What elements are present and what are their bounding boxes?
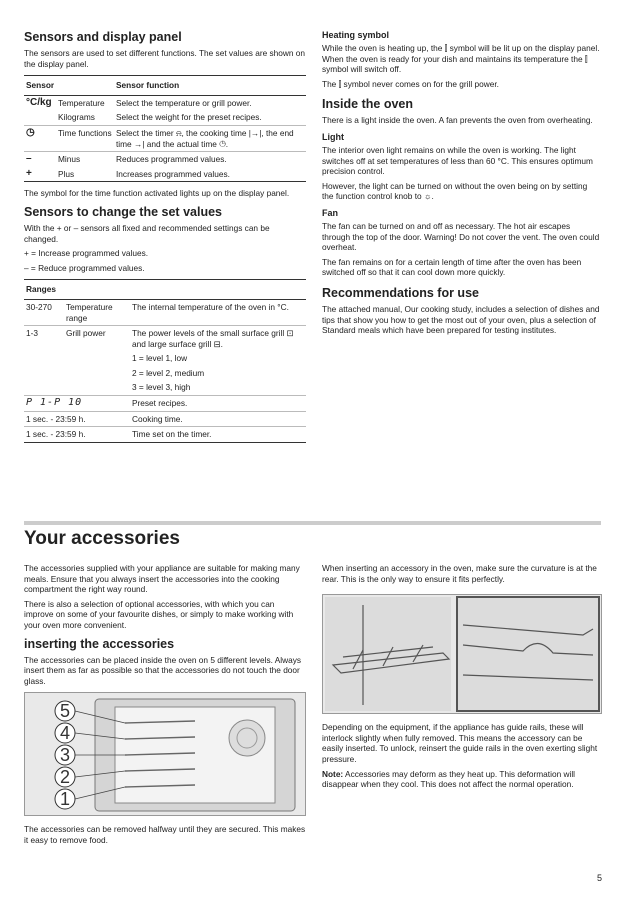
sensor-desc: Reduces programmed values.: [114, 152, 306, 167]
sensor-symbol: °C/kg: [26, 96, 52, 108]
sensor-name: Plus: [56, 167, 114, 182]
heating-p1: While the oven is heating up, the ⫿ symbol will be lit up on the display panel. When the oven is ready for your dish and maintains its temperature the ⫿ symbol will switch off.: [322, 43, 600, 75]
light-p1: The interior oven light remains on while the oven is working. The light switches off at set temperatures of less than 60 °C. This ensures optimum precision control.: [322, 144, 593, 177]
level-5-label: 5: [59, 701, 71, 722]
sensor-desc: Select the timer ⍾, the cooking time |→|, the end time →| and the actual time ◷.: [114, 125, 306, 151]
ranges-header: Ranges: [24, 280, 306, 300]
light-heading: Light: [322, 131, 344, 142]
inside-p1: There is a light inside the oven. A fan prevents the oven from overheating.: [322, 115, 593, 126]
function-col-header: Sensor function: [114, 76, 306, 96]
range-desc: The power levels of the small surface grill ⊡ and large surface grill ⊟.: [130, 326, 306, 352]
minus-icon: –: [24, 152, 56, 167]
range-desc: Preset recipes.: [130, 396, 306, 412]
range-desc: 2 = level 2, medium: [132, 367, 205, 378]
change-plus: + = Increase programmed values.: [24, 248, 149, 259]
change-minus: – = Reduce programmed values.: [24, 262, 145, 273]
sensor-name: Kilograms: [58, 112, 95, 123]
plus-icon: +: [24, 167, 56, 182]
sensor-name: Time functions: [56, 125, 114, 151]
level-3-label: 3: [59, 745, 71, 766]
range-desc: 3 = level 3, high: [132, 382, 191, 393]
light-p2: However, the light can be turned on without the oven being on by setting the function control knob to ☼.: [322, 180, 588, 202]
left-column: [24, 30, 306, 443]
insert-p: The accessories can be placed inside the oven on 5 different levels. Always insert them as far as possible so that the accessories do not touch the door glass.: [24, 654, 302, 686]
page-number: 5: [596, 873, 602, 883]
oven-levels-drawing: [25, 693, 305, 815]
sensor-name: Temperature: [58, 97, 105, 108]
sensor-col-header: Sensor: [24, 76, 114, 96]
heating-p2: The ⫿ symbol never comes on for the grill power.: [322, 78, 499, 89]
sensor-desc: Select the temperature or grill power.: [116, 97, 252, 108]
heating-heading: Heating symbol: [322, 30, 390, 40]
range-desc: 1 = level 1, low: [132, 353, 188, 364]
rack-insertion-illustration: [322, 594, 602, 714]
insert-heading: inserting the accessories: [24, 636, 175, 651]
ranges-table: [24, 279, 306, 443]
range-value: 1-3: [24, 326, 64, 352]
range-value: 1 sec. - 23:59 h.: [24, 411, 130, 427]
accessories-left: [24, 563, 306, 850]
sensor-symbol: [24, 110, 56, 125]
range-value: 30-270: [26, 301, 52, 312]
inside-heading: Inside the oven: [322, 97, 413, 112]
halfway-text: The accessories can be removed halfway until they are secured. This makes it easy to remove food.: [24, 824, 306, 845]
fan-p1: The fan can be turned on and off as necessary. The hot air escapes through the top of the door. Warning! Do not cover the vent. The oven could overheat.: [322, 220, 600, 253]
range-value: 1 sec. - 23:59 h.: [24, 427, 130, 443]
clock-icon: ◷: [24, 125, 56, 151]
fan-p2: The fan remains on for a certain length of time after the oven has been switched off so that it can cool down more quickly.: [322, 256, 582, 278]
acc-right-p1: When inserting an accessory in the oven, make sure the curvature is at the rear. This is the only way to ensure it fits perfectly.: [322, 563, 597, 584]
note-paragraph: [322, 769, 600, 790]
sensor-name: Minus: [56, 152, 114, 167]
acc-right-p2: Depending on the equipment, if the appliance has guide rails, these will interlock slightly when fully removed. This means the accessory can be easily inserted. To unlock, reinsert the guide rails in the oven exerting slight pressure.: [322, 722, 598, 764]
note-label: Note:: [322, 768, 344, 779]
change-heading: Sensors to change the set values: [24, 204, 222, 219]
note-text: Accessories may deform as they heat up. This deformation will disappear when they cool. This does not affect the normal operation.: [322, 768, 576, 790]
level-4-label: 4: [59, 723, 71, 744]
recommend-p1: The attached manual, Our cooking study, includes a selection of dishes and tips that show you how to get the most out of your oven, plus a selection of Standard meals which have been prepared for testing institutes.: [322, 303, 600, 336]
acc-p2: There is also a selection of optional accessories, with which you can improve on some of your favourite dishes, or simply to make working with your oven more convenient.: [24, 598, 294, 630]
fan-heading: Fan: [322, 207, 339, 218]
sensors-footer: The symbol for the time function activated lights up on the display panel.: [24, 188, 290, 199]
right-column: [322, 30, 600, 340]
range-name: Temperature range: [66, 301, 113, 323]
change-intro: With the + or – sensors all fixed and recommended settings can be changed.: [24, 222, 270, 244]
sensors-heading: Sensors and display panel: [24, 30, 182, 44]
sensor-table: [24, 75, 306, 182]
sensor-desc: Increases programmed values.: [114, 167, 306, 182]
acc-p1: The accessories supplied with your appliance are suitable for making many meals. Ensure that you always insert the accessories into the cooking compartment the right way round.: [24, 563, 300, 595]
level-1-label: 1: [59, 789, 71, 810]
section-divider: [24, 521, 601, 525]
recommend-heading: Recommendations for use: [322, 285, 479, 300]
accessories-right: [322, 563, 600, 794]
range-desc: Time set on the timer.: [130, 427, 306, 443]
range-name: Grill power: [64, 326, 130, 352]
range-desc: The internal temperature of the oven in °C.: [132, 301, 289, 312]
sensors-intro: The sensors are used to set different functions. The set values are shown on the display panel.: [24, 48, 306, 69]
oven-levels-illustration: [24, 692, 306, 816]
range-desc: Cooking time.: [130, 411, 306, 427]
sensor-desc: Select the weight for the preset recipes.: [116, 112, 262, 123]
accessories-title: Your accessories: [24, 528, 180, 549]
level-2-label: 2: [59, 767, 71, 788]
preset-lcd: P 1-P 10: [24, 396, 130, 412]
rack-drawing: [323, 595, 601, 713]
